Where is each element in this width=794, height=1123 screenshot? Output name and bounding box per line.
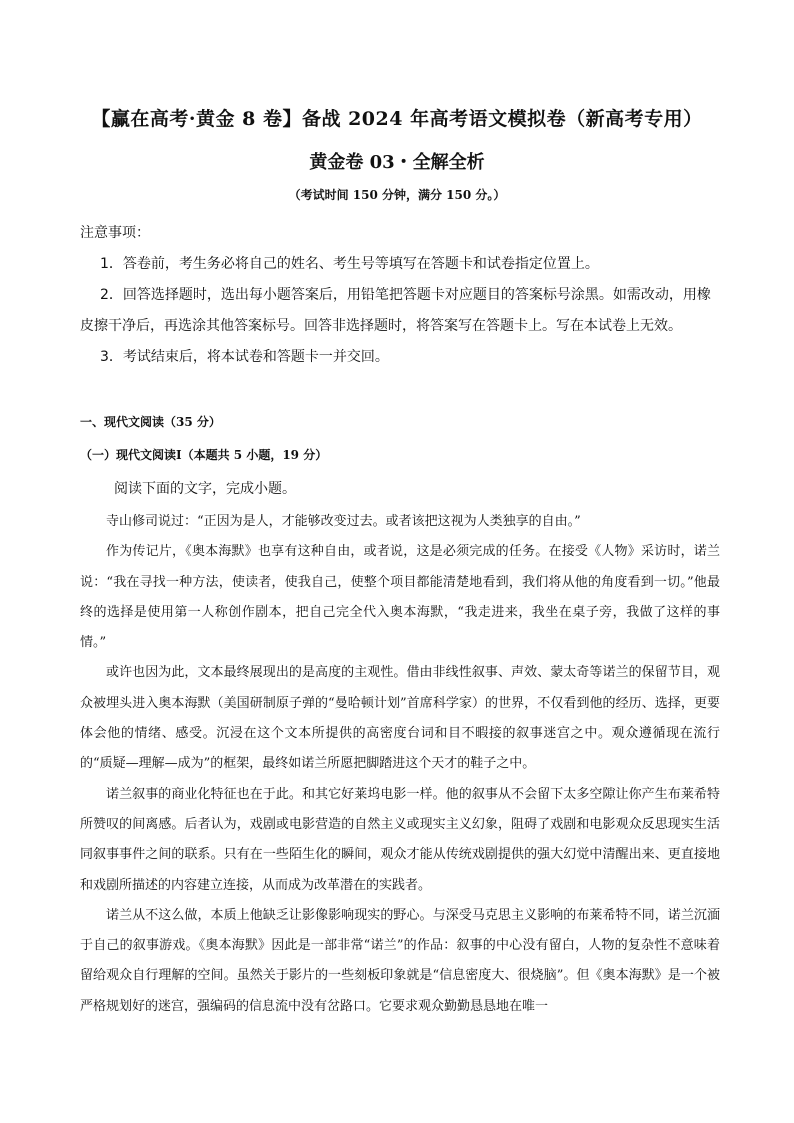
- notice-block: [80, 218, 720, 373]
- notice-item-2: 2．回答选择题时，选出每小题答案后，用铅笔把答题卡对应题目的答案标号涂黑。如需改动，用橡皮擦干净后，再选涂其他答案标号。回答非选择题时，将答案写在答题卡上。写在本试卷上无效。: [80, 287, 711, 334]
- reading-passage: [80, 507, 720, 1022]
- section-heading: 一、现代文阅读（35 分）: [80, 415, 221, 429]
- sub-section-heading: （一）现代文阅读Ⅰ（本题共 5 小题，19 分）: [80, 448, 328, 462]
- passage-paragraph: 寺山修司说过：“正因为是人，才能够改变过去。或者该把这视为人类独享的自由。”: [106, 514, 581, 529]
- document-title: 【赢在高考·黄金 8 卷】备战 2024 年高考语文模拟卷（新高考专用）: [91, 108, 703, 130]
- exam-time-note: （考试时间 150 分钟，满分 150 分。）: [288, 188, 506, 202]
- notice-heading: 注意事项：: [80, 225, 150, 241]
- passage-paragraph: 作为传记片，《奥本海默》也享有这种自由，或者说，这是必须完成的任务。在接受《人物》采访时，诺兰说：“我在寻找一种方法，使读者，使我自己，使整个项目都能清楚地看到，我们将从他的角度看到一切。”他最终的选择是使用第一人称创作剧本，把自己完全代入奥本海默，“我走进来，我坐在桌子旁，我做了这样的事情。”: [80, 544, 720, 651]
- passage-paragraph: 诺兰从不这么做，本质上他缺乏让影像影响现实的野心。与深受马克思主义影响的布莱希特不同，诺兰沉湎于自己的叙事游戏。《奥本海默》因此是一部非常“诺兰”的作品：叙事的中心没有留白，人物的复杂性不意味着留给观众自行理解的空间。虽然关于影片的一些刻板印象就是“信息密度大、很烧脑”。但《奥本海默》是一个被严格规划好的迷宫，强编码的信息流中没有岔路口。它要求观众勤勤恳恳地在唯一: [80, 907, 720, 1014]
- document-subtitle: 黄金卷 03・全解全析: [309, 152, 485, 173]
- notice-item-1: 1．答卷前，考生务必将自己的姓名、考生号等填写在答题卡和试卷指定位置上。: [100, 256, 599, 272]
- reading-instruction: 阅读下面的文字，完成小题。: [114, 481, 296, 497]
- passage-paragraph: 诺兰叙事的商业化特征也在于此。和其它好莱坞电影一样。他的叙事从不会留下太多空隙让你产生布莱希特所赞叹的间离感。后者认为，戏剧或电影营造的自然主义或现实主义幻象，阻碍了戏剧和电影观众反思现实生活同叙事事件之间的联系。只有在一些陌生化的瞬间，观众才能从传统戏剧提供的强大幻觉中清醒出来、更直接地和戏剧所描述的内容建立连接，从而成为改革潜在的实践者。: [80, 786, 720, 893]
- passage-paragraph: 或许也因为此，文本最终展现出的是高度的主观性。借由非线性叙事、声效、蒙太奇等诺兰的保留节目，观众被埋头进入奥本海默（美国研制原子弹的“曼哈顿计划”首席科学家）的世界，不仅看到他的经历、选择，更要体会他的情绪、感受。沉浸在这个文本所提供的高密度台词和目不暇接的叙事迷宫之中。观众遵循现在流行的“质疑—理解—成为”的框架，最终如诺兰所愿把脚踏进这个天才的鞋子之中。: [80, 665, 720, 772]
- notice-item-3: 3．考试结束后，将本试卷和答题卡一并交回。: [100, 349, 389, 365]
